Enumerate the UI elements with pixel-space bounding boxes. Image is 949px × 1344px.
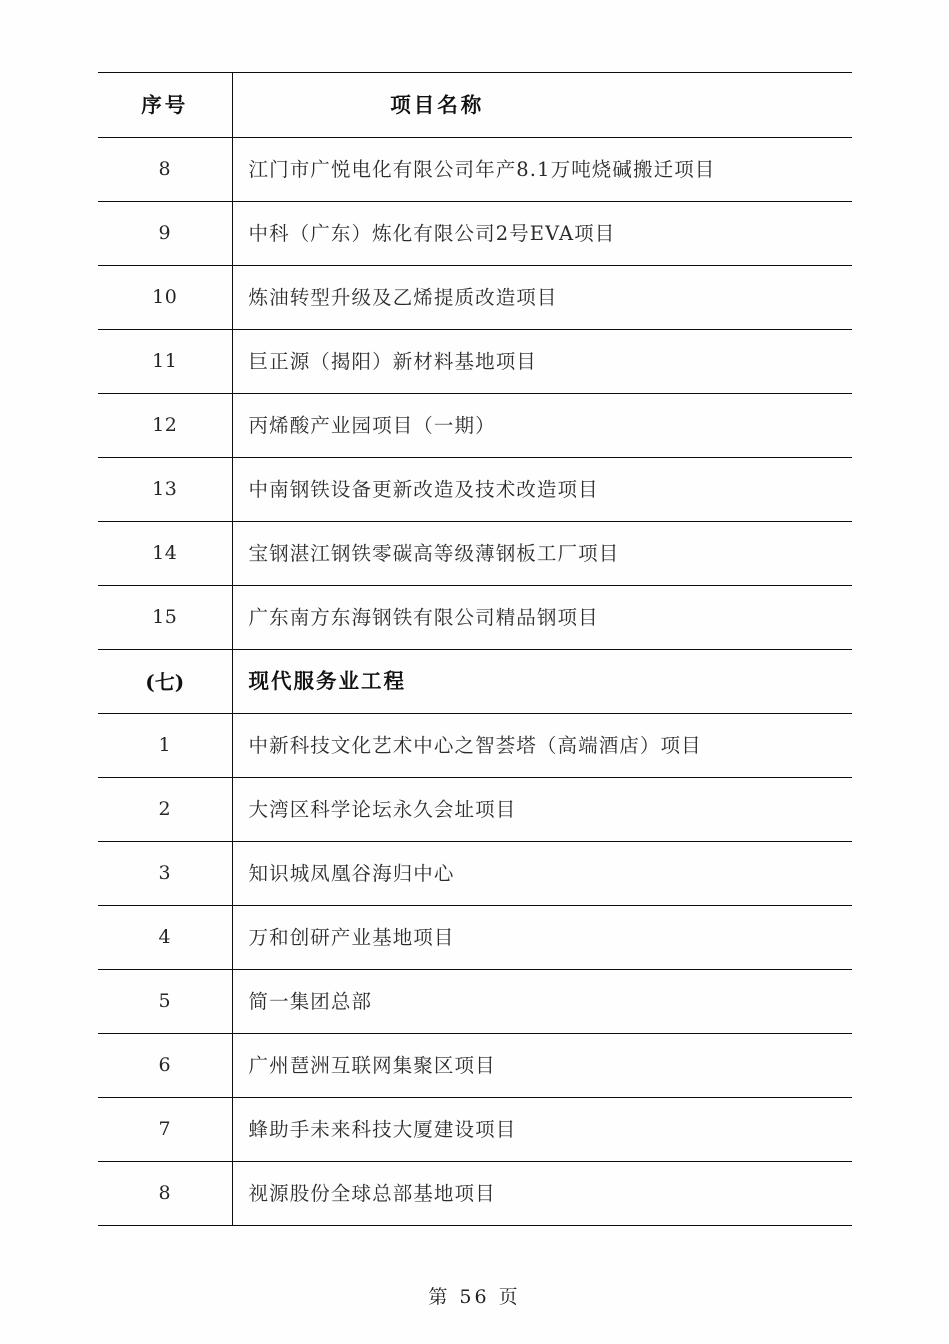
table-cell-name-value: 中科（广东）炼化有限公司2号EVA项目 (248, 221, 616, 245)
table-cell-seq-value: 9 (158, 222, 172, 244)
table-cell-name-value: 广东南方东海钢铁有限公司精品钢项目 (248, 605, 599, 629)
table-cell-name (232, 458, 852, 522)
table-cell-seq-value: 5 (158, 990, 172, 1012)
table-cell-name-value: 简一集团总部 (248, 989, 373, 1013)
table-cell-seq (98, 138, 232, 202)
table-cell-seq (98, 842, 232, 906)
table-row (98, 842, 852, 906)
column-header-seq (98, 73, 232, 138)
table-cell-seq-value: 3 (158, 862, 172, 884)
table-cell-name (232, 586, 852, 650)
table-row (98, 970, 852, 1034)
table-cell-seq-value: 13 (152, 478, 178, 500)
table-row (98, 906, 852, 970)
column-header-name-label: 项目名称 (390, 92, 485, 117)
table-row (98, 330, 852, 394)
table-cell-name-value: 炼油转型升级及乙烯提质改造项目 (248, 285, 558, 309)
table-row (98, 202, 852, 266)
table-cell-name (232, 1034, 852, 1098)
table-cell-seq-value: (七) (145, 669, 185, 694)
table-cell-seq (98, 970, 232, 1034)
table-cell-seq-value: 11 (152, 350, 178, 372)
table-cell-name (232, 714, 852, 778)
table-cell-seq-value: 6 (158, 1054, 172, 1076)
table-cell-seq (98, 202, 232, 266)
table-cell-name (232, 778, 852, 842)
table-cell-seq-value: 4 (158, 926, 172, 948)
table-cell-seq (98, 458, 232, 522)
table-cell-seq (98, 1098, 232, 1162)
table-cell-seq (98, 522, 232, 586)
table-header (98, 73, 852, 138)
table-cell-name-value: 万和创研产业基地项目 (248, 925, 455, 949)
table-cell-name (232, 138, 852, 202)
project-table-container (98, 72, 852, 1226)
table-row (98, 1034, 852, 1098)
table-cell-name-value: 蜂助手未来科技大厦建设项目 (248, 1117, 517, 1141)
table-cell-seq (98, 394, 232, 458)
project-table (98, 72, 852, 1226)
table-cell-seq-value: 1 (158, 734, 172, 756)
table-cell-name (232, 266, 852, 330)
table-header-row (98, 73, 852, 138)
table-row (98, 522, 852, 586)
table-cell-name-value: 知识城凤凰谷海归中心 (248, 861, 455, 885)
table-row (98, 458, 852, 522)
table-cell-seq (98, 1034, 232, 1098)
column-header-seq-label: 序号 (141, 92, 189, 117)
table-cell-seq-value: 10 (152, 286, 178, 308)
table-cell-seq-value: 8 (158, 158, 172, 180)
table-cell-name (232, 842, 852, 906)
table-row (98, 778, 852, 842)
page-number-label: 第 56 页 (428, 1286, 521, 1308)
table-cell-name (232, 1162, 852, 1226)
table-cell-name (232, 1098, 852, 1162)
table-cell-seq (98, 650, 232, 714)
table-cell-name-value: 江门市广悦电化有限公司年产8.1万吨烧碱搬迁项目 (248, 157, 716, 181)
table-row (98, 586, 852, 650)
table-cell-seq (98, 330, 232, 394)
table-cell-name-value: 视源股份全球总部基地项目 (248, 1181, 496, 1205)
table-cell-name (232, 522, 852, 586)
table-cell-seq-value: 12 (152, 414, 178, 436)
table-cell-name (232, 202, 852, 266)
table-cell-seq-value: 7 (158, 1118, 172, 1140)
table-cell-seq (98, 906, 232, 970)
table-cell-seq-value: 2 (158, 798, 172, 820)
table-cell-name-value: 宝钢湛江钢铁零碳高等级薄钢板工厂项目 (248, 541, 620, 565)
table-section-row (98, 650, 852, 714)
table-cell-name-value: 现代服务业工程 (248, 669, 406, 694)
table-body (98, 138, 852, 1226)
table-cell-seq (98, 778, 232, 842)
table-cell-name-value: 丙烯酸产业园项目（一期） (248, 413, 496, 437)
table-cell-seq (98, 266, 232, 330)
table-cell-name (232, 394, 852, 458)
page-footer (0, 1282, 949, 1309)
table-row (98, 1162, 852, 1226)
table-cell-seq-value: 15 (152, 606, 178, 628)
table-cell-name (232, 906, 852, 970)
table-cell-name (232, 650, 852, 714)
table-row (98, 266, 852, 330)
table-cell-name-value: 大湾区科学论坛永久会址项目 (248, 797, 517, 821)
table-cell-seq (98, 586, 232, 650)
table-cell-seq (98, 714, 232, 778)
table-cell-name (232, 330, 852, 394)
table-row (98, 714, 852, 778)
table-cell-name-value: 广州琶洲互联网集聚区项目 (248, 1053, 496, 1077)
table-row (98, 138, 852, 202)
table-cell-name-value: 中南钢铁设备更新改造及技术改造项目 (248, 477, 599, 501)
table-row (98, 394, 852, 458)
table-cell-seq (98, 1162, 232, 1226)
column-header-name (232, 73, 852, 138)
table-cell-name (232, 970, 852, 1034)
table-cell-seq-value: 8 (158, 1182, 172, 1204)
table-cell-name-value: 中新科技文化艺术中心之智荟塔（高端酒店）项目 (248, 733, 702, 757)
table-cell-name-value: 巨正源（揭阳）新材料基地项目 (248, 349, 537, 373)
table-cell-seq-value: 14 (152, 542, 178, 564)
table-row (98, 1098, 852, 1162)
